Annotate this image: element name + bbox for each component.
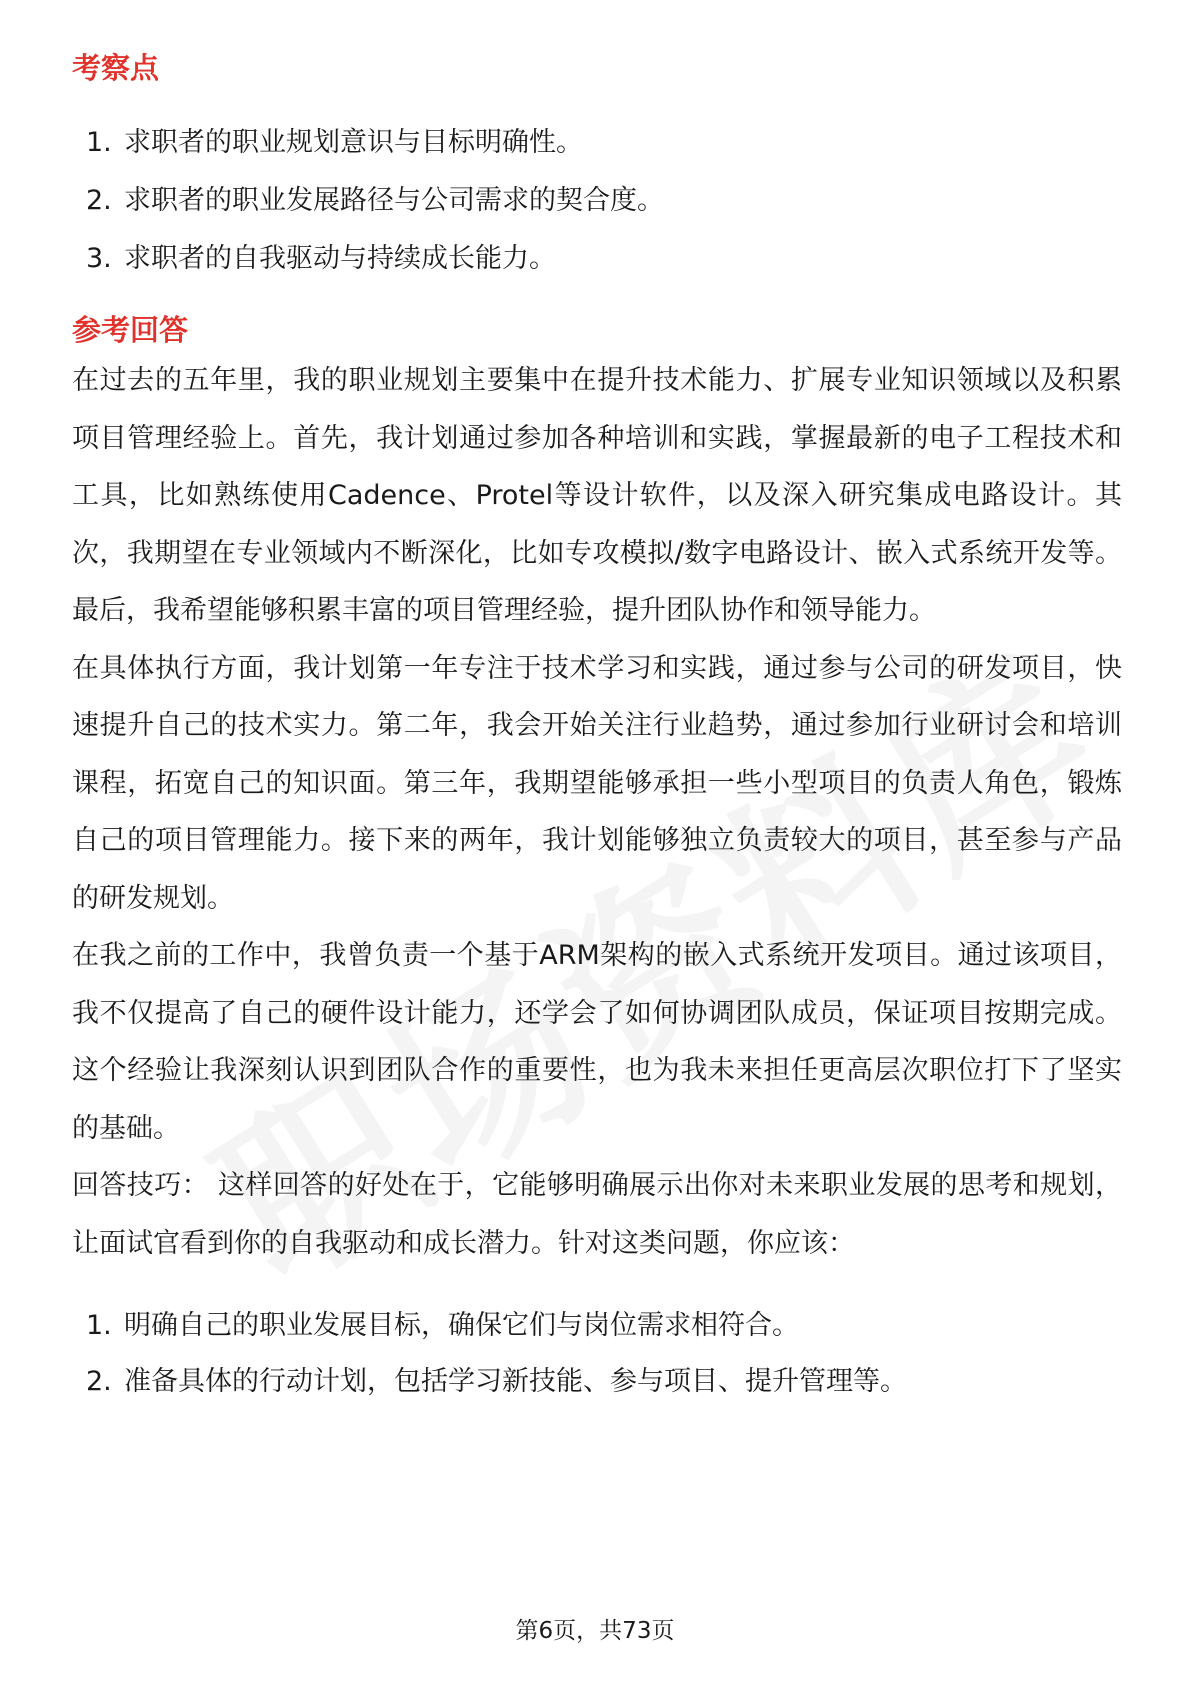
list-item [72, 114, 1122, 172]
list-item-number: 2. [86, 185, 112, 216]
list-item [72, 1298, 1122, 1354]
list-item [72, 230, 1122, 288]
list-item [72, 1354, 1122, 1410]
list-item-text: 明确自己的职业发展目标，确保它们与岗位需求相符合。 [124, 1310, 799, 1341]
list-item-text: 准备具体的行动计划，包括学习新技能、参与项目、提升管理等。 [124, 1366, 907, 1397]
evaluation-points-list [72, 114, 1122, 288]
list-item-number: 3. [86, 243, 112, 274]
list-item-text: 求职者的职业发展路径与公司需求的契合度。 [124, 185, 664, 216]
answer-paragraph: 在我之前的工作中，我曾负责一个基于ARM架构的嵌入式系统开发项目。通过该项目，我不仅提高了自己的硬件设计能力，还学会了如何协调团队成员，保证项目按期完成。这个经验让我深刻认识到团队合作的重要性，也为我未来担任更高层次职位打下了坚实的基础。 [72, 940, 1122, 1144]
list-item-text: 求职者的职业规划意识与目标明确性。 [124, 127, 583, 158]
answer-paragraph: 在过去的五年里，我的职业规划主要集中在提升技术能力、扩展专业知识领域以及积累项目管理经验上。首先，我计划通过参加各种培训和实践，掌握最新的电子工程技术和工具，比如熟练使用Cadence、Protel等设计软件，以及深入研究集成电路设计。其次，我期望在专业领域内不断深化，比如专攻模拟/数字电路设计、嵌入式系统开发等。最后，我希望能够积累丰富的项目管理经验，提升团队协作和领导能力。 [72, 365, 1122, 626]
list-item-text: 求职者的自我驱动与持续成长能力。 [124, 243, 556, 274]
page-number-footer: 第6页，共73页 [515, 1618, 675, 1644]
section-title-reference-answer: 参考回答 [72, 313, 189, 347]
list-item-number: 2. [86, 1366, 112, 1397]
page-content [72, 46, 1122, 1410]
list-item [72, 172, 1122, 230]
answer-tips-paragraph: 回答技巧： 这样回答的好处在于，它能够明确展示出你对未来职业发展的思考和规划，让面试官看到你的自我驱动和成长潜力。针对这类问题，你应该： [72, 1170, 1122, 1259]
answer-paragraph: 在具体执行方面，我计划第一年专注于技术学习和实践，通过参与公司的研发项目，快速提升自己的技术实力。第二年，我会开始关注行业趋势，通过参加行业研讨会和培训课程，拓宽自己的知识面。第三年，我期望能够承担一些小型项目的负责人角色，锻炼自己的项目管理能力。接下来的两年，我计划能够独立负责较大的项目，甚至参与产品的研发规划。 [72, 652, 1122, 914]
list-item-number: 1. [86, 1310, 112, 1341]
answer-tips-list [72, 1298, 1122, 1410]
section-title-evaluation-points: 考察点 [72, 51, 160, 85]
list-item-number: 1. [86, 127, 112, 158]
